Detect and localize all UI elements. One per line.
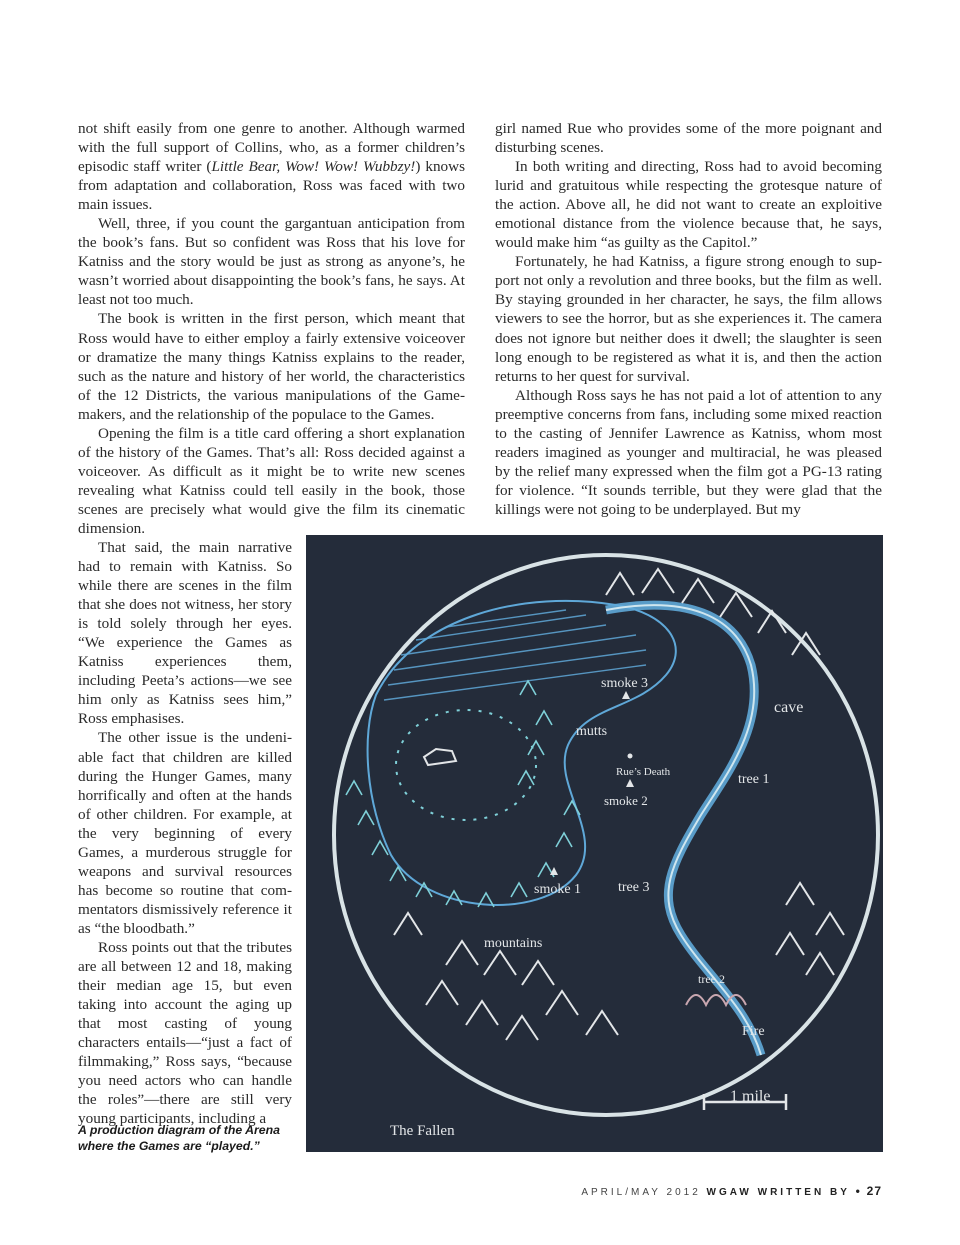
paragraph: Well, three, if you count the gargantuan anticipation from the book’s fans. But so confident was Ross that his love for Katniss and the story would be just as strong as anyone’s, he wasn’t worried about disappointing the book’s fans, he says. At least not too much. (78, 215, 465, 309)
label-tree-1: tree 1 (738, 772, 770, 787)
label-fire: Fire (742, 1024, 765, 1039)
paragraph: In both writing and directing, Ross had to avoid becoming lurid and gratuitous while respecting the grotesque nature of the action. Above all, he did not want to create an exploitive emotional distance from the violence because that, he says, would make him “as guilty as the Capitol.” (495, 158, 882, 252)
label-tree-3: tree 3 (618, 880, 650, 895)
paragraph: Ross points out that the tributes are all between 12 and 18, making their median age 15, but even taking into account the aging up that most casting of young characters entails—“just a fact of filmmaking,” Ross says, “because you need actors who can handle the roles”—there are still very young participants, including a (78, 938, 292, 1128)
show-titles: Little Bear, Wow! Wow! Wubbzy! (211, 158, 416, 176)
p1-text-a: not shift easily from one genre to another. Although warmed with the full support of Collins, who, as a former children’s episodic staff writer ( (78, 120, 465, 176)
paragraph: Although Ross says he has not paid a lot of attention to any preemptive concerns from fans, including some mixed reaction to the casting of Jennifer Lawrence as Katniss, whom most readers imagined as younger and multiracial, he was pleased by the relief many expressed when the film got a PG-13 rating for violence. “It sounds terrible, but they were glad that the killings were not going to be underplayed. But my (495, 386, 882, 518)
paragraph: The book is written in the first person, which meant that Ross would have to either employ a fairly extensive voiceover or dramatize the many things Katniss explains to the reader, such as the nature and history of her world, the characteristics of the 12 Districts, the various manipulations of the Gamemakers, and the relationship of the populace to the Games. (78, 310, 465, 423)
article-column-left-narrow (78, 538, 292, 1128)
label-smoke-2: smoke 2 (604, 793, 648, 808)
label-mountains: mountains (484, 936, 543, 951)
magazine-name: WGAW WRITTEN BY (706, 1187, 850, 1198)
label-rues-death: Rue’s Death (616, 766, 671, 778)
paragraph: girl named Rue who provides some of the more poignant and disturbing scenes. (495, 120, 882, 157)
label-the-fallen: The Fallen (390, 1123, 455, 1139)
photo-caption: A production diagram of the Arena where the Games are “played.” (78, 1123, 280, 1153)
p1-text-b: ) knows from adaptation and collaboration, Ross was faced with two main issues. (78, 158, 466, 214)
label-smoke-3: smoke 3 (601, 676, 649, 691)
article-column-left-top (78, 119, 465, 538)
footer-bullet: • (855, 1184, 861, 1198)
river-highlight (606, 605, 761, 1055)
label-tree-2: tree 2 (698, 972, 725, 986)
label-cave: cave (774, 699, 804, 716)
chalkboard-drawing (306, 535, 883, 1152)
paragraph (78, 119, 465, 214)
label-scale: 1 mile (730, 1088, 771, 1105)
label-mutts: mutts (576, 724, 608, 739)
issue-date: APRIL/MAY 2012 (581, 1187, 701, 1198)
label-smoke-1: smoke 1 (534, 882, 582, 897)
cornucopia-sketch (424, 749, 456, 765)
stone-ring (396, 710, 536, 820)
article-column-right (495, 119, 882, 519)
river (606, 605, 761, 1055)
paragraph: Fortunately, he had Katniss, a figure strong enough to support not only a revolution and three books, but the film as well. By staying grounded in her character, he says, the film allows viewers to see the horror, but as she experiences it. The camera does not ignore but neither does it dwell; the slaughter is seen long enough to be registered as what it is, and then the action returns to her quest for survival. (495, 253, 882, 385)
paragraph: The other issue is the undeniable fact that children are killed during the Hunger Games, many horrifically and often at the hands of other children. For example, at the very beginning of every Games, a murderous struggle for weapons and survival resources has become so routine that commentators dismissively reference it as “the bloodbath.” (78, 729, 292, 937)
arena-diagram-photo (306, 535, 883, 1152)
forest-region (368, 601, 676, 905)
page-footer (581, 1184, 882, 1198)
page-number: 27 (866, 1184, 882, 1198)
forest-marks (346, 681, 580, 907)
paragraph: That said, the main narrative had to remain with Katniss. So while there are scenes in the film that she does not witness, her story is told solely through her eyes. “We experience the Games as Katniss experiences them, including Peeta’s actions—we see him only as Katniss sees him,” Ross emphasises. (78, 539, 292, 728)
paragraph: Opening the film is a title card offering a short explanation of the history of the Games. That’s all: Ross decided against a voiceover. As difficult as it might be to write new scenes revealing what Katniss could tell easily in the book, those scenes are precisely what would give the film its cinematic dimension. (78, 424, 465, 537)
